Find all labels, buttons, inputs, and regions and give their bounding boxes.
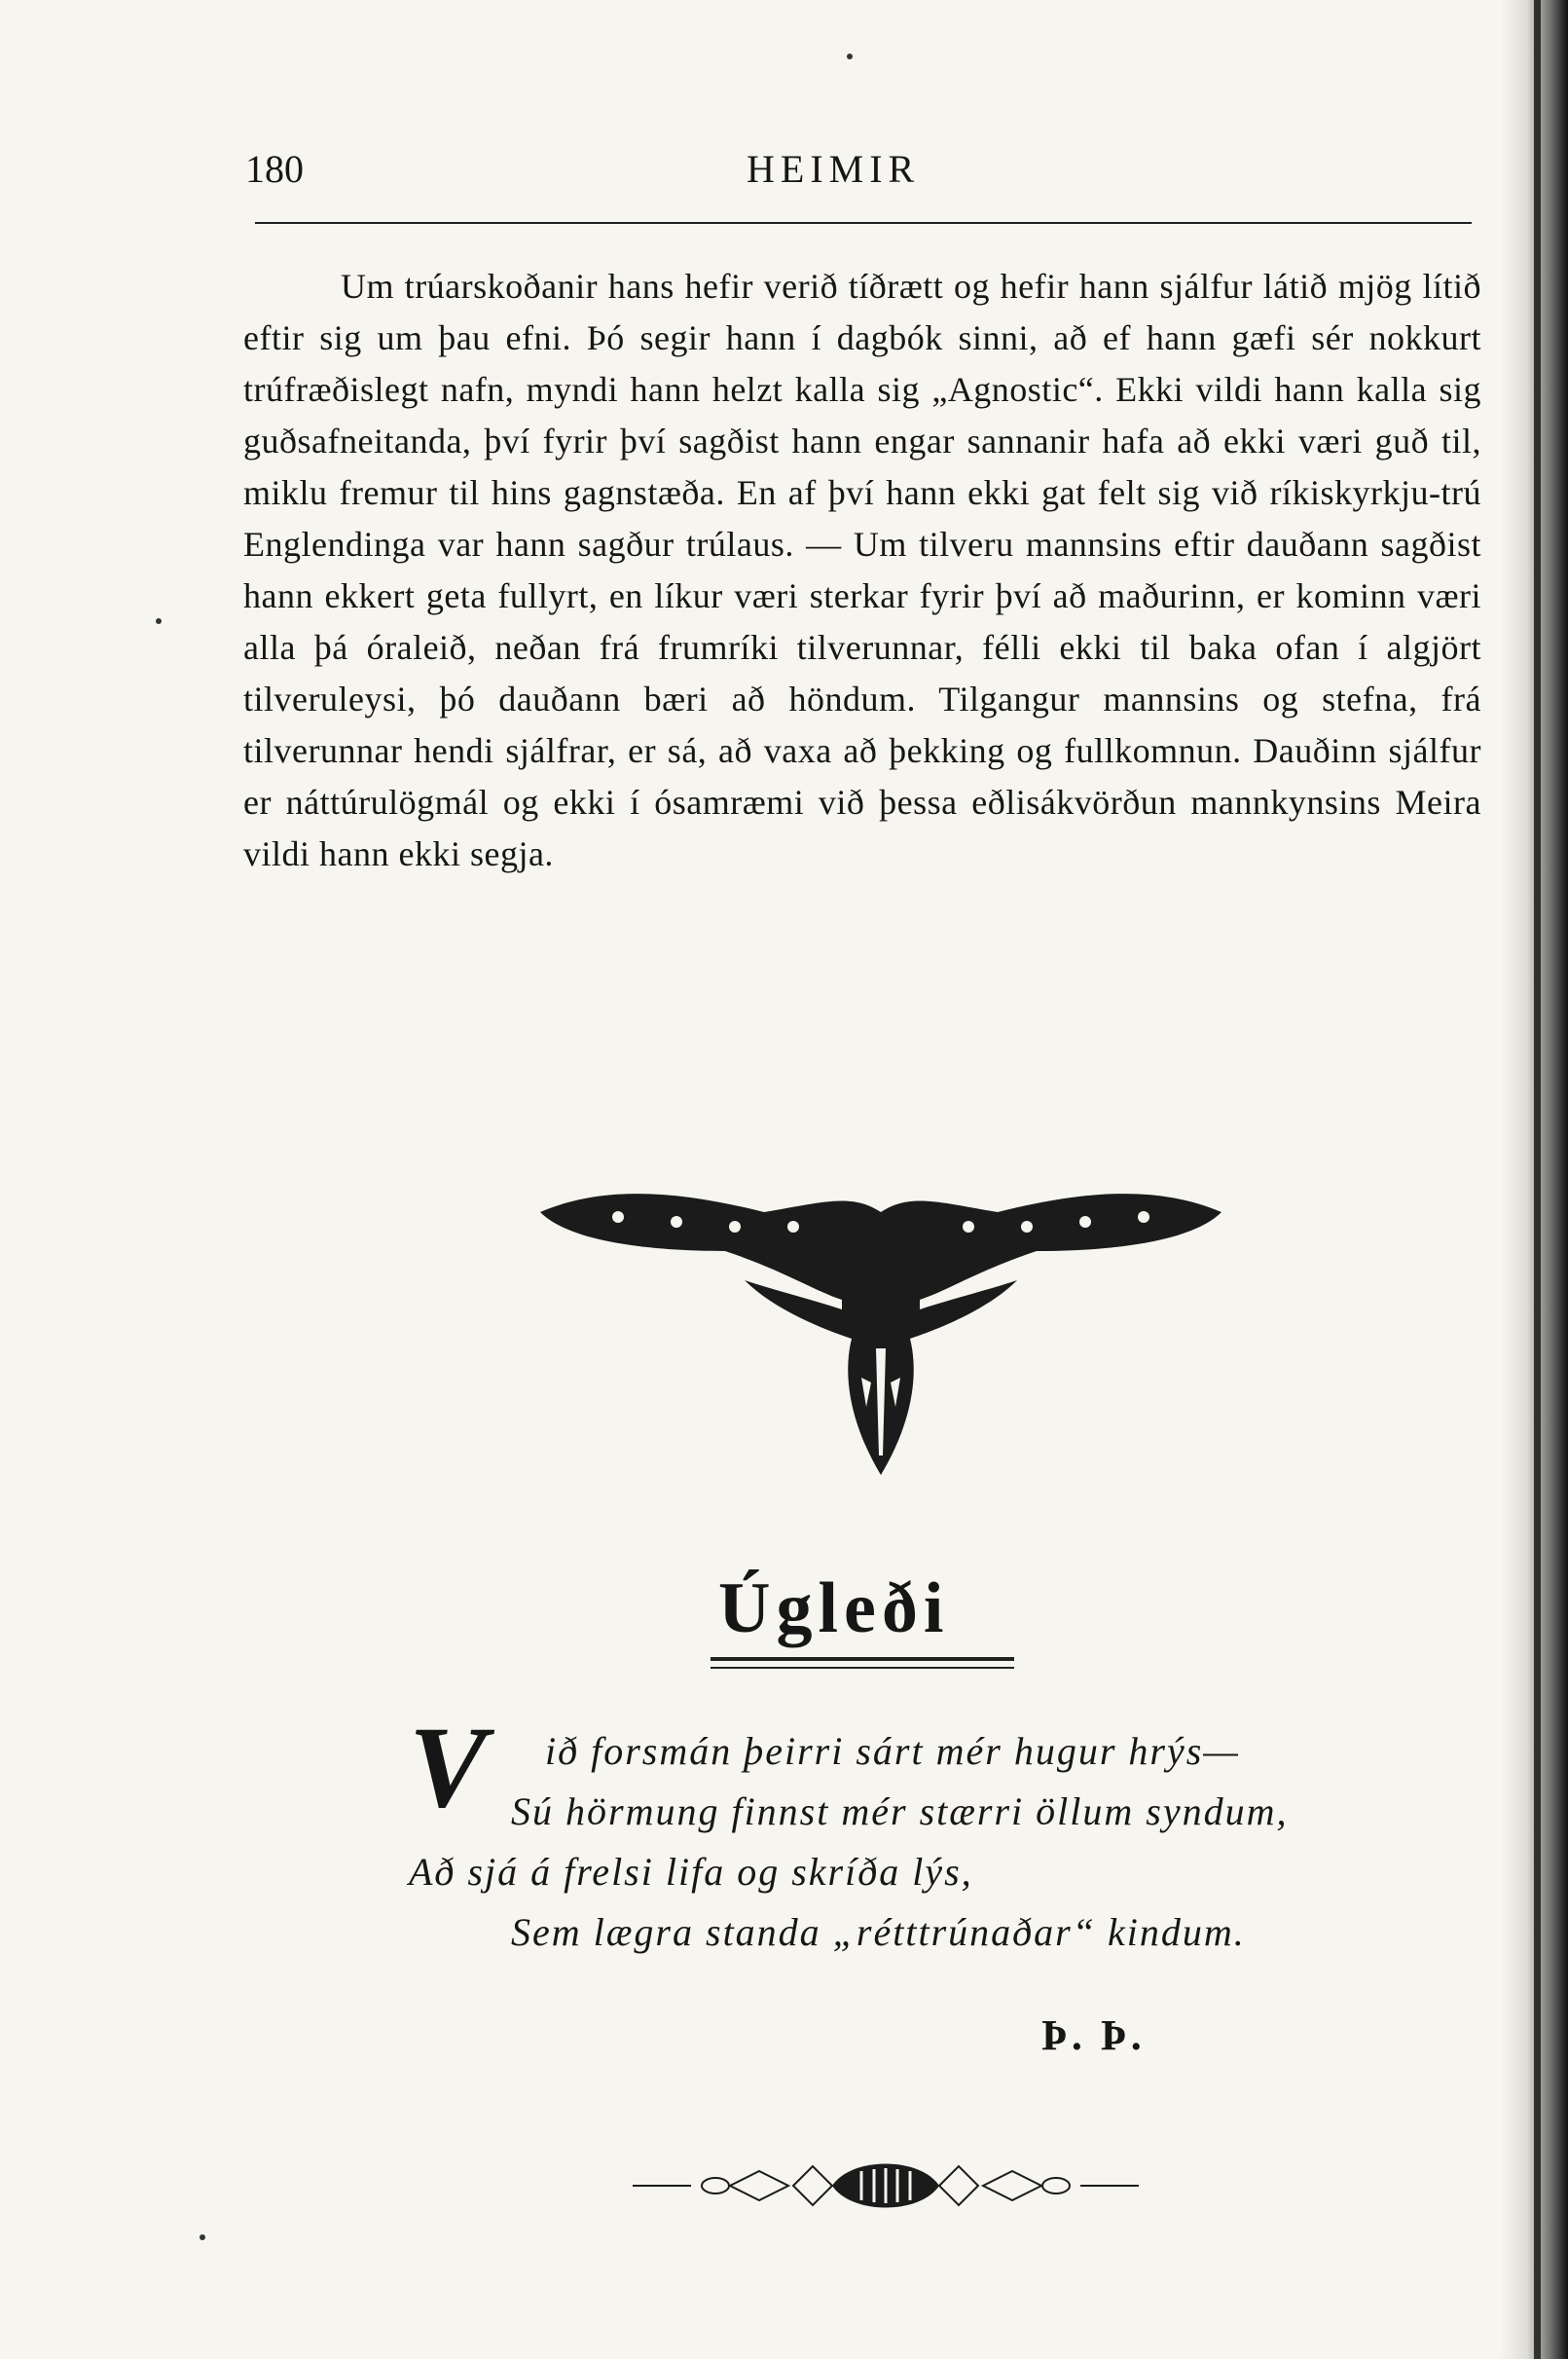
poem-line-1: ið forsmán þeirri sárt mér hugur hrýs— <box>545 1729 1240 1773</box>
paper-speck <box>847 54 853 59</box>
title-rule <box>711 1657 1014 1661</box>
poem-line-3: Að sjá á frelsi lifa og skríða lýs, <box>409 1850 973 1894</box>
paper-speck <box>156 618 162 624</box>
poem-line-2: Sú hörmung finnst mér stærri öllum syndum, <box>511 1789 1289 1833</box>
header-rule <box>255 222 1472 224</box>
poem-signature: Þ. Þ. <box>1041 2011 1146 2059</box>
book-spine-edge <box>1534 0 1541 2359</box>
title-rule-thin <box>711 1667 1014 1669</box>
decorated-initial: V <box>409 1702 488 1831</box>
poem-title: Úgleði <box>718 1568 950 1648</box>
running-title: HEIMIR <box>747 147 921 191</box>
body-paragraph-text: Um trúarskoðanir hans hefir verið tíðrætt og hefir hann sjálfur látið mjög lítið eftir sig um þau efni. Þó segir hann í dagbók sinni, að ef hann gæfi sér nokkurt trúfræðislegt nafn, myndi hann helzt kalla sig „Agnostic“. Ekki vildi hann kalla sig guðsafneitanda, því fyrir því sagðist hann engar sannanir hafa að ekki væri guð til, miklu fremur til hins gagnstæða. En af því hann ekki gat felt sig við ríkiskyrkju-trú Englendinga var hann sagður trúlaus. — Um tilveru mannsins eftir dauðann sagðist hann ekkert geta fullyrt, en líkur væri sterkar fyrir því að maðurinn, er kominn væri alla þá óraleið, neðan frá frumríki tilverunnar, félli ekki til baka ofan í algjört tilveruleysi, þó dauðann bæri að höndum. Tilgangur mannsins og stefna, frá tilverunnar hendi sjálfrar, er sá, að vaxa að þekking og fullkomnun. Dauðinn sjálfur er náttúrulögmál og ekki í ósamræmi við þessa eðlisákvörðun mannkynsins Meira vildi hann ekki segja. <box>243 267 1481 873</box>
poem-line-4: Sem lægra standa „rétttrúnaðar“ kindum. <box>511 1910 1246 1954</box>
scroll-ornament-icon <box>633 2152 1139 2220</box>
page-header <box>245 146 1481 204</box>
paper-speck <box>200 2234 205 2240</box>
page-number: 180 <box>245 147 304 191</box>
body-paragraph <box>243 261 1481 880</box>
foliage-ornament-icon <box>530 1183 1231 1494</box>
